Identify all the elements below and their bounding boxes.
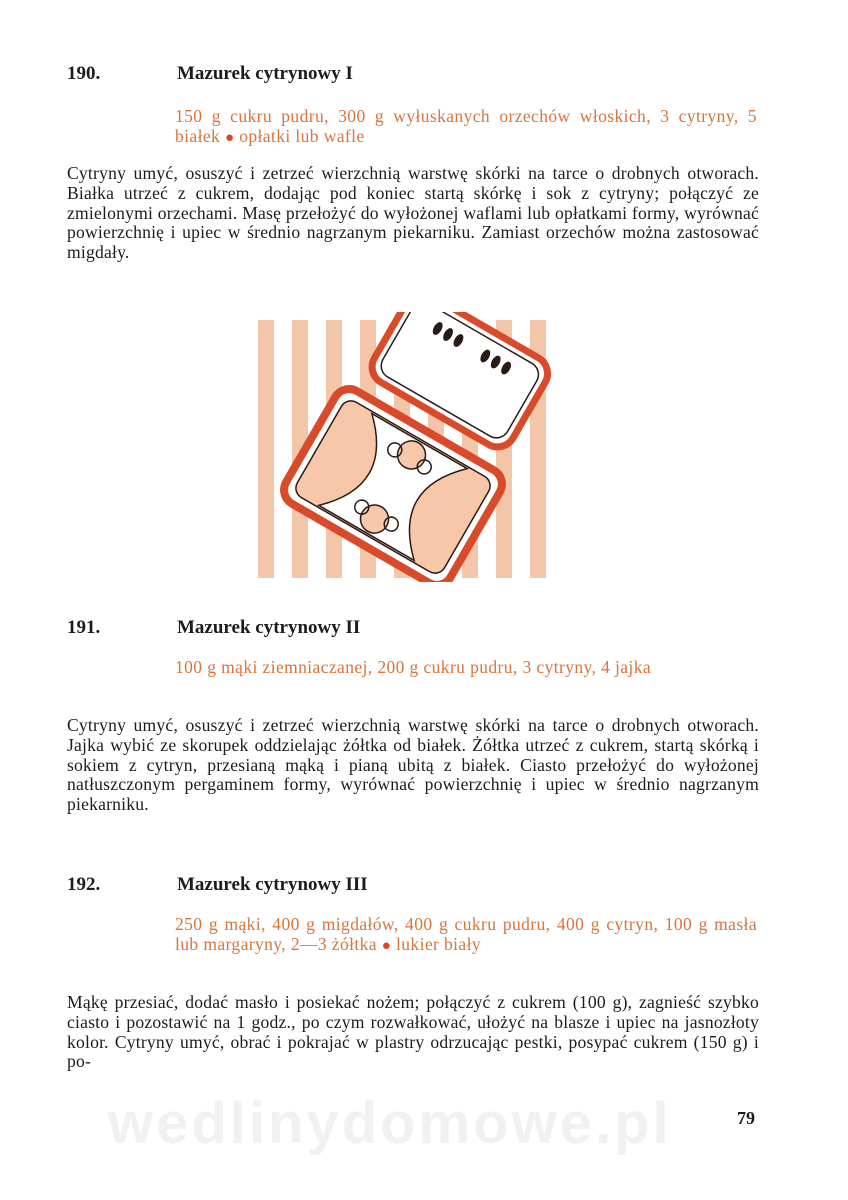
recipe-190-instructions: Cytryny umyć, osuszyć i zetrzeć wierzchnią warstwę skórki na tarce o drobnych otworach. Białka utrzeć z cukrem, dodając pod koniec startą skórkę i sok z cytryny; połączyć ze zmielonymi orzechami. Masę przełożyć do wyłożonej waflami lub opłatkami formy, wyrównać powierzchnię i upiec w średnio nagrzanym piekarniku. Zamiast orzechów można zastosować migdały. [67,163,759,263]
page-number: 79 [737,1108,755,1128]
recipe-192-ingredients [175,914,757,956]
ingredients-extra: lukier biały [396,934,482,954]
recipe-190-ingredients [175,106,757,148]
recipe-title: Mazurek cytrynowy III [177,874,368,895]
recipe-192-instructions: Mąkę przesiać, dodać masło i posiekać nożem; połączyć z cukrem (100 g), zagnieść szybko ciasto i pozostawić na 1 godz., po czym rozwałkować, ułożyć na blasze i upiec na jasnozłoty kolor. Cytryny umyć, obrać i pokrajać w plastry odrzucając pestki, posypać cukrem (150 g) i po- [67,992,759,1072]
recipe-title: Mazurek cytrynowy I [177,63,353,84]
bullet-icon: ● [224,130,235,146]
recipe-190-heading [67,63,353,85]
ingredients-text: 250 g mąki, 400 g migdałów, 400 g cukru pudru, 400 g cytryn, 100 g masła lub margaryny, 2—3 żółtka [175,914,757,954]
ingredients-extra: opłatki lub wafle [239,126,365,146]
recipe-number: 192. [67,874,101,895]
recipe-192-heading [67,874,368,896]
ingredients-text: 150 g cukru pudru, 300 g wyłuskanych orzechów włoskich, 3 cytryny, 5 białek [175,106,757,146]
bullet-icon: ● [381,938,392,954]
recipe-title: Mazurek cytrynowy II [177,617,361,638]
recipe-number: 191. [67,617,101,638]
recipe-191-instructions: Cytryny umyć, osuszyć i zetrzeć wierzchnią warstwę skórki na tarce o drobnych otworach. Jajka wybić ze skorupek oddzielając żółtka od białek. Żółtka utrzeć z cukrem, startą skórką i sokiem z cytryn, przesianą mąką i pianą ubitą z białek. Ciasto przełożyć do wyłożonej natłuszczonym pergaminem formy, wyrównać powierzchnię i upiec w średnio nagrzanym piekarniku. [67,715,759,815]
mazurek-illustration [258,312,572,582]
watermark: wedlinydomowe.pl [108,1091,672,1156]
recipe-191-ingredients [175,657,757,677]
recipe-191-heading [67,617,360,639]
ingredients-text: 100 g mąki ziemniaczanej, 200 g cukru pudru, 3 cytryny, 4 jajka [175,657,652,677]
recipe-number: 190. [67,63,101,84]
